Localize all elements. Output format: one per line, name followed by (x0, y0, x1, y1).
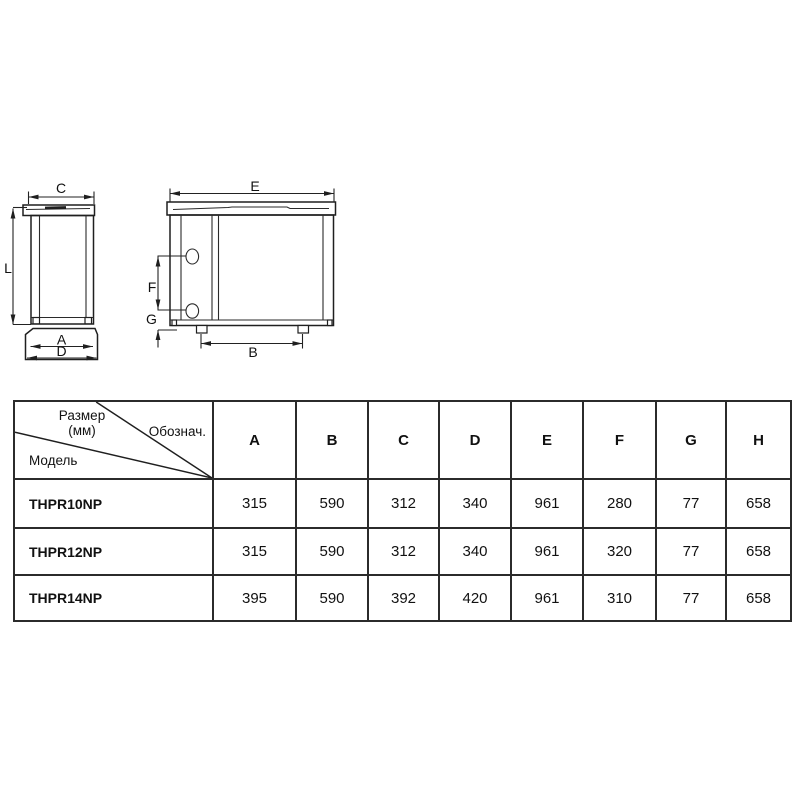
table-row (14, 479, 791, 528)
side-view (4, 180, 97, 360)
column-header-D: D (439, 401, 511, 479)
dim-F (148, 256, 186, 310)
column-header-G: G (656, 401, 726, 479)
dim-label-C: C (55, 180, 67, 196)
side-view-panel-seams (31, 216, 94, 318)
table-corner-cell (14, 401, 213, 479)
column-header-E: E (511, 401, 583, 479)
value-cell: 312 (368, 528, 439, 575)
side-view-cap-seam (26, 207, 90, 209)
value-cell: 961 (511, 575, 583, 621)
front-view (146, 178, 335, 360)
dim-label-A: A (56, 331, 67, 348)
dim-label-G: G (146, 311, 157, 327)
value-cell: 340 (439, 479, 511, 528)
dimensions-table (13, 400, 792, 622)
model-cell: THPR12NP (14, 528, 213, 575)
value-cell: 315 (213, 528, 296, 575)
value-cell: 312 (368, 479, 439, 528)
dim-E (170, 178, 334, 202)
front-view-cap-seam (173, 207, 329, 210)
dim-G (146, 311, 177, 348)
model-cell: THPR10NP (14, 479, 213, 528)
table-row (14, 575, 791, 621)
column-header-A: A (213, 401, 296, 479)
dim-B (201, 334, 303, 360)
model-cell: THPR14NP (14, 575, 213, 621)
dim-label-D: D (56, 343, 67, 359)
dim-label-F: F (147, 279, 157, 295)
corner-size-label (39, 408, 125, 438)
corner-size-line2: (мм) (68, 423, 96, 438)
dim-L (4, 208, 31, 325)
dim-C (29, 180, 95, 204)
dim-label-L: L (4, 260, 12, 276)
value-cell: 658 (726, 479, 791, 528)
column-header-F: F (583, 401, 656, 479)
value-cell: 590 (296, 575, 368, 621)
lower-port-circle (186, 304, 199, 318)
upper-port-circle (186, 249, 199, 264)
dim-label-E: E (250, 178, 260, 194)
column-header-C: C (368, 401, 439, 479)
value-cell: 420 (439, 575, 511, 621)
front-view-body (170, 215, 334, 326)
value-cell: 310 (583, 575, 656, 621)
value-cell: 340 (439, 528, 511, 575)
front-view-feet (197, 326, 309, 334)
value-cell: 658 (726, 528, 791, 575)
corner-model-label: Модель (29, 453, 78, 468)
front-view-corner-tabs (172, 320, 332, 326)
dim-label-B: B (248, 344, 258, 360)
value-cell: 77 (656, 528, 726, 575)
value-cell: 320 (583, 528, 656, 575)
value-cell: 961 (511, 528, 583, 575)
value-cell: 961 (511, 479, 583, 528)
table-header-row (14, 401, 791, 479)
value-cell: 590 (296, 479, 368, 528)
table-row (14, 528, 791, 575)
dim-D (27, 343, 97, 359)
value-cell: 77 (656, 479, 726, 528)
side-view-foot-tabs (33, 318, 92, 324)
corner-designation-label: Обознач. (148, 424, 206, 439)
pipe-ports (186, 249, 199, 318)
value-cell: 280 (583, 479, 656, 528)
corner-size-line1: Размер (58, 408, 106, 423)
column-header-B: B (296, 401, 368, 479)
value-cell: 590 (296, 528, 368, 575)
value-cell: 392 (368, 575, 439, 621)
value-cell: 315 (213, 479, 296, 528)
side-view-body (31, 216, 94, 325)
value-cell: 77 (656, 575, 726, 621)
value-cell: 658 (726, 575, 791, 621)
column-header-H: H (726, 401, 791, 479)
value-cell: 395 (213, 575, 296, 621)
